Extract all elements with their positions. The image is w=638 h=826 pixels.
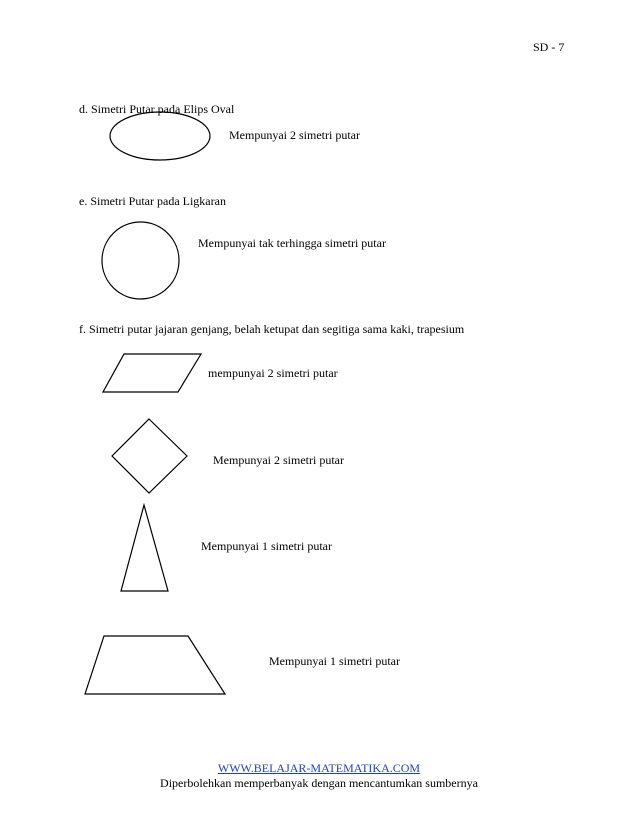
label-trapezoid: Mempunyai 1 simetri putar xyxy=(269,654,400,668)
parallelogram-shape xyxy=(100,352,204,394)
footer-website-link[interactable]: WWW.BELAJAR-MATEMATIKA.COM xyxy=(217,761,421,775)
circle-shape xyxy=(100,220,182,302)
triangle-shape xyxy=(118,503,172,593)
page-number: SD - 7 xyxy=(533,40,565,54)
heading-others: f. Simetri putar jajaran genjang, belah ketupat dan segitiga sama kaki, trapesium xyxy=(79,322,465,336)
label-triangle: Mempunyai 1 simetri putar xyxy=(201,539,332,553)
label-rhombus: Mempunyai 2 simetri putar xyxy=(213,453,344,467)
ellipse-shape xyxy=(108,110,212,162)
heading-ellipse: d. Simetri Putar pada Elips Oval xyxy=(79,102,235,116)
label-parallelogram: mempunyai 2 simetri putar xyxy=(208,366,338,380)
trapezoid-shape xyxy=(82,634,228,696)
label-circle: Mempunyai tak terhingga simetri putar xyxy=(198,236,386,250)
heading-circle: e. Simetri Putar pada Ligkaran xyxy=(79,194,226,208)
label-ellipse: Mempunyai 2 simetri putar xyxy=(229,128,360,142)
footer-note: Diperbolehkan memperbanyak dengan mencantumkan sumbernya xyxy=(160,776,478,790)
rhombus-shape xyxy=(110,417,190,497)
